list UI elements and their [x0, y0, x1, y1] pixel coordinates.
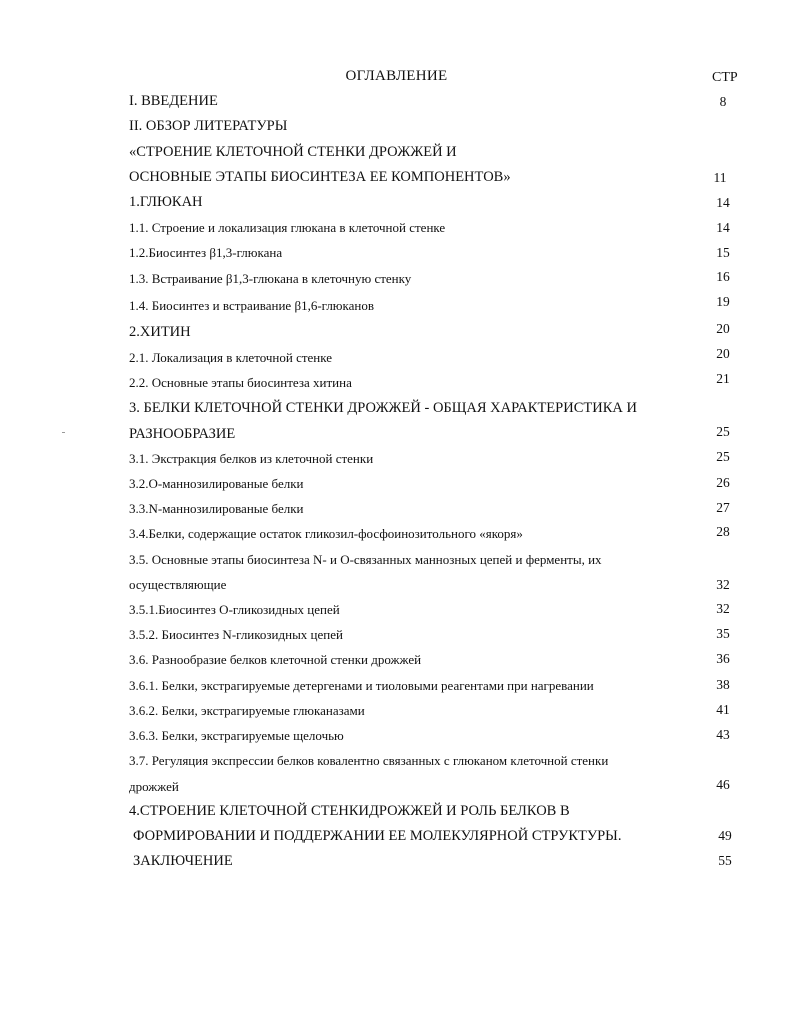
toc-entry-label: ОСНОВНЫЕ ЭТАПЫ БИОСИНТЕЗА ЕЕ КОМПОНЕНТОВ» [129, 169, 511, 185]
toc-entry [0, 803, 793, 825]
toc-entry [0, 426, 793, 448]
toc-entry-label: 3.5.2. Биосинтез N-гликозидных цепей [129, 627, 343, 642]
toc-entry [0, 853, 793, 875]
toc-entry [0, 245, 793, 267]
toc-entry-label: осуществляющие [129, 577, 227, 592]
toc-entry-page: 46 [716, 777, 730, 792]
toc-entry-label: «СТРОЕНИЕ КЛЕТОЧНОЙ СТЕНКИ ДРОЖЖЕЙ И [129, 144, 457, 160]
toc-entry-page: 28 [716, 524, 730, 539]
toc-entry [0, 371, 793, 397]
toc-entry-label: 3.6.1. Белки, экстрагируемые детергенами и тиоловыми реагентами при нагревании [129, 678, 594, 693]
toc-entry-label: 3.5. Основные этапы биосинтеза N- и О-связанных маннозных цепей и ферменты, их [129, 552, 602, 567]
toc-entry [0, 346, 793, 372]
toc-title: ОГЛАВЛЕНИЕ [345, 68, 448, 84]
toc-entry-page: 49 [718, 828, 732, 843]
toc-entry [0, 828, 793, 850]
toc-entry [0, 451, 793, 473]
toc-entry [0, 552, 793, 574]
toc-entry-label: 3.7. Регуляция экспрессии белков ковалентно связанных с глюканом клеточной стенки [129, 753, 609, 768]
toc-entry-page: 43 [716, 727, 730, 742]
toc-entry [0, 400, 793, 422]
toc-entry-label: I. ВВЕДЕНИЕ [129, 93, 218, 109]
toc-entry-page: 38 [716, 677, 730, 692]
toc-entry-label: 3.6. Разнообразие белков клеточной стенки дрожжей [129, 652, 422, 667]
toc-entry-page: 11 [713, 170, 727, 185]
toc-entry-page: 14 [716, 220, 730, 235]
toc-entry-label: 1.3. Встраивание β1,3-глюкана в клеточную стенку [129, 271, 412, 286]
toc-entry [0, 678, 793, 700]
toc-entry-page: 26 [716, 475, 730, 490]
toc-entry-label: 3.3.N-маннозилированые белки [129, 501, 304, 516]
toc-entry [0, 220, 793, 242]
toc-entry-page: 15 [716, 245, 730, 260]
toc-entry-label: РАЗНООБРАЗИЕ [129, 426, 236, 442]
toc-entry-page: 36 [716, 651, 730, 666]
toc-entry-label: 2.ХИТИН [129, 324, 191, 340]
toc-entry [0, 169, 793, 191]
toc-entry [0, 627, 793, 649]
toc-entry-label: 3.6.3. Белки, экстрагируемые щелочью [129, 728, 344, 743]
toc-entry-page: 41 [716, 702, 730, 717]
toc-entry-label: 3.5.1.Биосинтез О-гликозидных цепей [129, 602, 340, 617]
toc-entry-label: ФОРМИРОВАНИИ И ПОДДЕРЖАНИИ ЕЕ МОЛЕКУЛЯРНОЙ СТРУКТУРЫ. [133, 828, 622, 844]
toc-entry-label: 3.1. Экстракция белков из клеточной стенки [129, 451, 374, 466]
toc-entry [0, 652, 793, 674]
toc-entry [0, 476, 793, 498]
toc-entry-page: 19 [716, 294, 730, 309]
toc-entry [0, 321, 793, 346]
toc-entry-label: 2.2. Основные этапы биосинтеза хитина [129, 375, 352, 390]
toc-entry [0, 703, 793, 725]
toc-entry [0, 602, 793, 624]
toc-entry-page: 21 [716, 371, 730, 386]
toc-entry-label: 1.2.Биосинтез β1,3-глюкана [129, 245, 283, 260]
toc-entry [0, 577, 793, 599]
toc-entry-page: 14 [716, 195, 730, 210]
toc-entry-page: 20 [716, 346, 730, 361]
toc-entry [0, 294, 793, 320]
scan-speck [62, 432, 65, 433]
toc-entry-label: 3. БЕЛКИ КЛЕТОЧНОЙ СТЕНКИ ДРОЖЖЕЙ - ОБЩАЯ ХАРАКТЕРИСТИКА И [129, 400, 637, 416]
toc-entry-page: 8 [719, 94, 727, 109]
toc-entry [0, 194, 793, 216]
toc-entry [0, 753, 793, 775]
page-column-header: СТР [712, 70, 738, 85]
toc-entry-label: 3.4.Белки, содержащие остаток гликозил-фосфоинозитольного «якоря» [129, 526, 523, 541]
toc-entry-page: 35 [716, 626, 730, 641]
toc-entry-page: 32 [716, 601, 730, 616]
toc-entry-page: 16 [716, 269, 730, 284]
toc-entry [0, 501, 793, 523]
toc-entry-label: дрожжей [129, 779, 179, 794]
toc-entry [0, 526, 793, 548]
toc-entry-label: 3.2.О-маннозилированые белки [129, 476, 304, 491]
toc-entry-label: II. ОБЗОР ЛИТЕРАТУРЫ [129, 118, 288, 134]
toc-entry-page: 20 [716, 321, 730, 336]
toc-entry-label: 4.СТРОЕНИЕ КЛЕТОЧНОЙ СТЕНКИДРОЖЖЕЙ И РОЛЬ БЕЛКОВ В [129, 803, 570, 819]
toc-entry [0, 118, 793, 140]
toc-entry [0, 271, 793, 293]
toc-entry-page: 55 [718, 853, 732, 868]
toc-entry-label: 1.4. Биосинтез и встраивание β1,6-глюканов [129, 298, 375, 313]
toc-entry-label: 1.1. Строение и локализация глюкана в клеточной стенке [129, 220, 446, 235]
toc-entry [0, 144, 793, 166]
toc-entry-page: 25 [716, 424, 730, 439]
toc-entry-label: 3.6.2. Белки, экстрагируемые глюканазами [129, 703, 365, 718]
toc-entry [0, 728, 793, 750]
toc-entry-page: 25 [716, 449, 730, 464]
toc-entry-label: 1.ГЛЮКАН [129, 194, 203, 210]
toc-entry-label: ЗАКЛЮЧЕНИЕ [133, 853, 233, 869]
toc-entry-label: 2.1. Локализация в клеточной стенке [129, 350, 333, 365]
toc-entry [0, 779, 793, 801]
toc-entry [0, 93, 793, 115]
toc-entry-page: 27 [716, 500, 730, 515]
toc-entry-page: 32 [716, 577, 730, 592]
